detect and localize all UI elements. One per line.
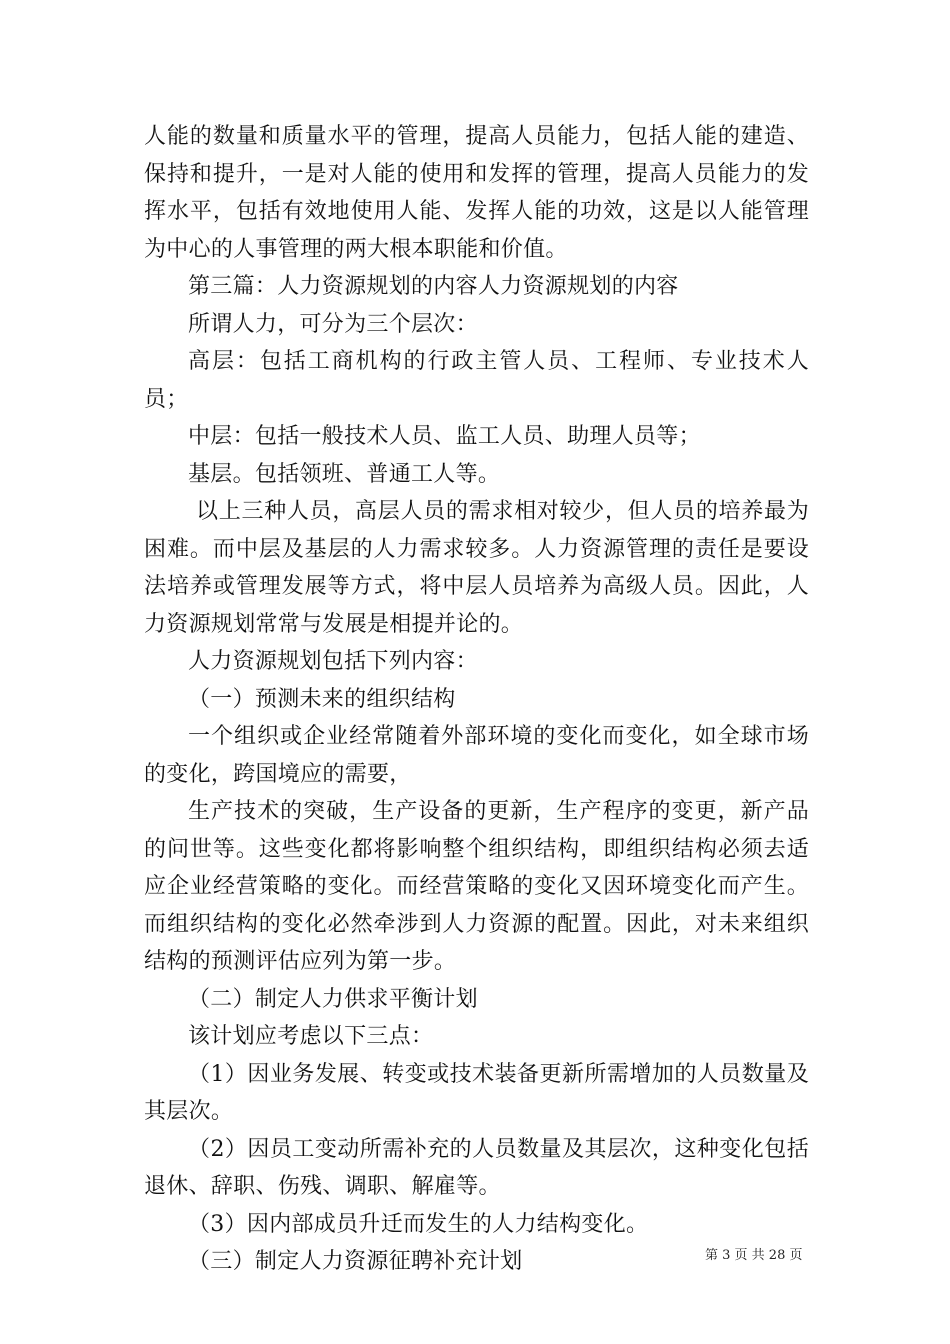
paragraph-3: 所谓人力，可分为三个层次： bbox=[188, 311, 478, 337]
paragraph-6: 基层。包括领班、普通工人等。 bbox=[188, 461, 501, 487]
paragraph-1: 人能的数量和质量水平的管理，提高人员能力，包括人能的建造、保持和提升，一是对人能的使用和发挥的管理，提高人员能力的发挥水平，包括有效地使用人能、发挥人能的功效，这是以人能管理为中心的人事管理的两大根本职能和价值。 bbox=[144, 124, 809, 262]
paragraph-7: 以上三种人员，高层人员的需求相对较少，但人员的培养最为困难。而中层及基层的人力需求较多。人力资源管理的责任是要设法培养或管理发展等方式，将中层人员培养为高级人员。因此，人力资源规划常常与发展是相提并论的。 bbox=[144, 499, 809, 637]
paragraph-5: 中层：包括一般技术人员、监工人员、助理人员等； bbox=[188, 424, 701, 449]
page-number-footer: 第 3 页 共 28 页 bbox=[705, 1248, 803, 1263]
paragraph-10: 生产技术的突破，生产设备的更新，生产程序的变更，新产品的问世等。这些变化都将影响整个组织结构，即组织结构必须去适应企业经营策略的变化。而经营策略的变化又因环境变化而产生。而组织结构的变化必然牵涉到人力资源的配置。因此，对未来组织结构的预测评估应列为第一步。 bbox=[144, 799, 809, 974]
list-item-1: （1）因业务发展、转变或技术装备更新所需增加的人员数量及其层次。 bbox=[144, 1061, 809, 1124]
paragraph-8: 人力资源规划包括下列内容： bbox=[188, 649, 478, 674]
list-item-2: （2）因员工变动所需补充的人员数量及其层次，这种变化包括退休、辞职、伤残、调职、解雇等。 bbox=[144, 1136, 809, 1199]
section-heading-2: （二）制定人力供求平衡计划 bbox=[188, 986, 478, 1012]
section-heading-3: （三）制定人力资源征聘补充计划 bbox=[188, 1249, 523, 1274]
paragraph-4: 高层：包括工商机构的行政主管人员、工程师、专业技术人员； bbox=[144, 349, 809, 412]
paragraph-9: 一个组织或企业经常随着外部环境的变化而变化，如全球市场的变化，跨国境应的需要， bbox=[144, 724, 809, 787]
paragraph-2-heading: 第三篇：人力资源规划的内容人力资源规划的内容 bbox=[188, 274, 679, 299]
list-item-3: （3）因内部成员升迁而发生的人力结构变化。 bbox=[188, 1211, 649, 1237]
document-body bbox=[144, 118, 809, 1281]
section-heading-1: （一）预测未来的组织结构 bbox=[188, 686, 456, 712]
paragraph-11: 该计划应考虑以下三点： bbox=[188, 1024, 434, 1049]
